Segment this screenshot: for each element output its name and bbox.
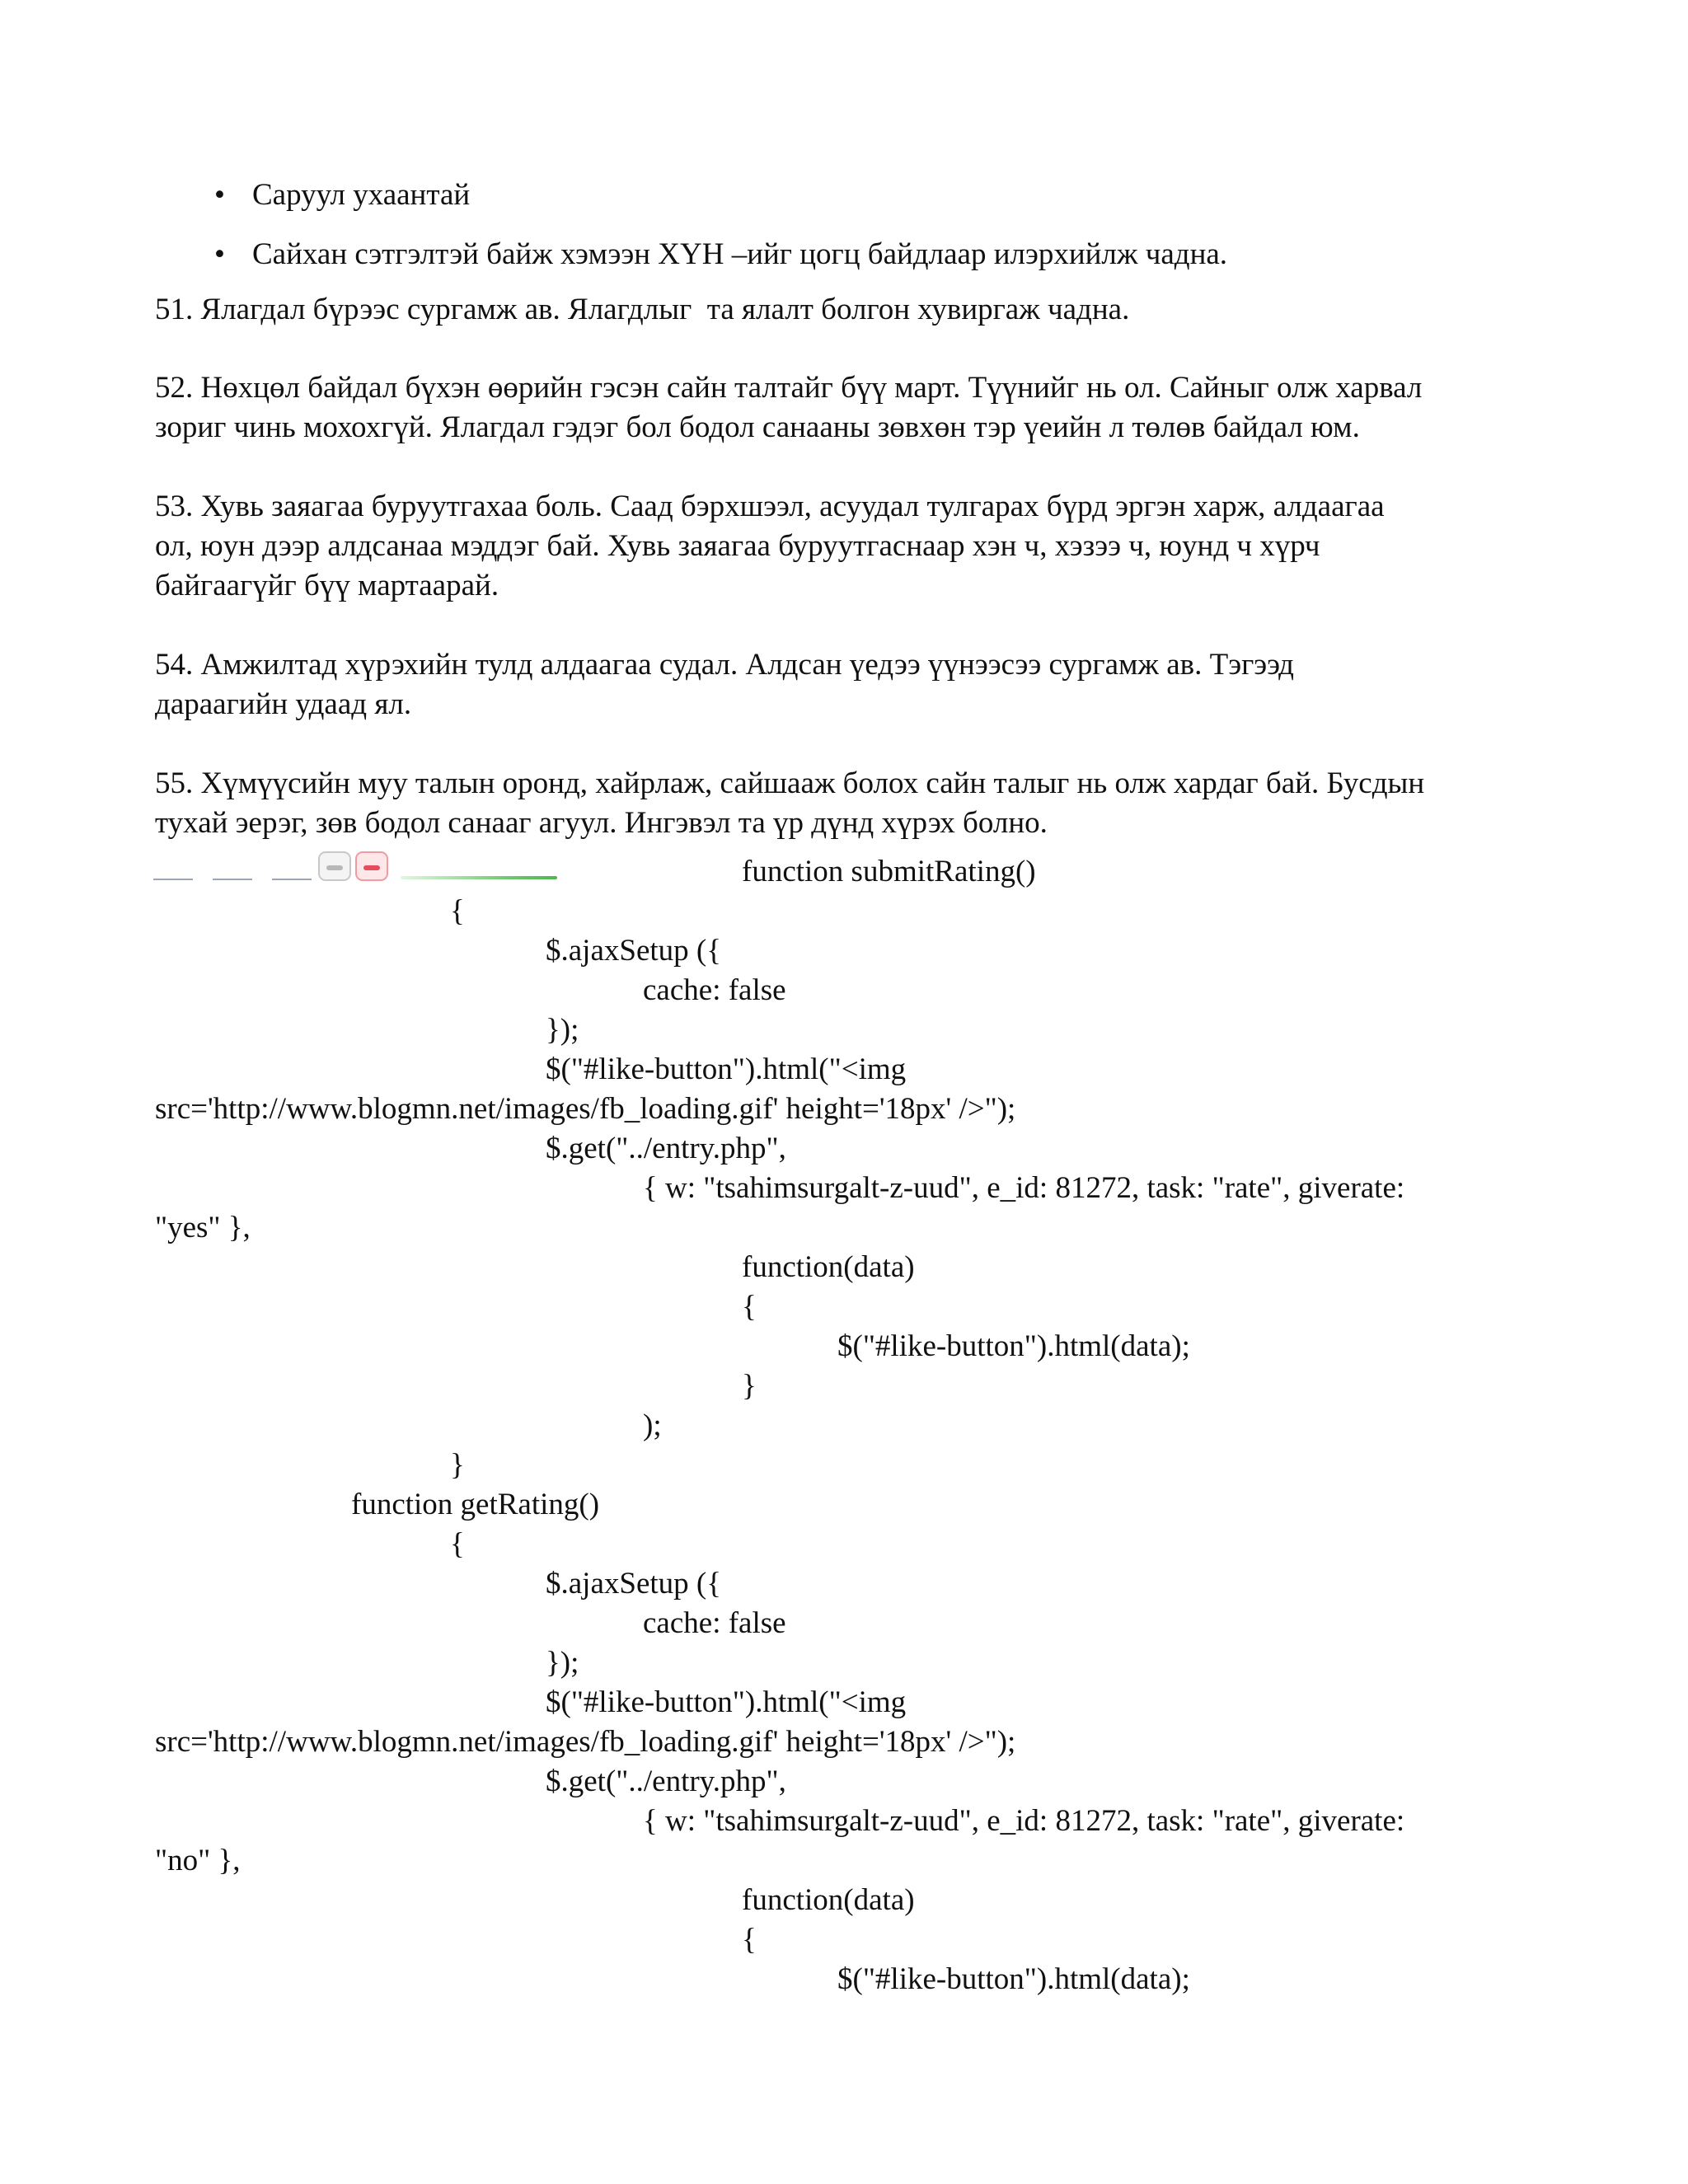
bullet-marker: •	[214, 178, 225, 212]
paragraph-53-line: ол, юун дээр алдсанаа мэддэг бай. Хувь заяагаа буруутгаснаар хэн ч, хэзээ ч, юунд ч хүрч	[155, 529, 1320, 563]
code-line: { w: "tsahimsurgalt-z-uud", e_id: 81272, task: "rate", giverate:	[643, 1171, 1405, 1205]
code-line: });	[546, 1646, 579, 1680]
code-line: $.ajaxSetup ({	[546, 1567, 721, 1601]
code-line: function getRating()	[351, 1488, 600, 1521]
rating-widget-remnant	[153, 851, 565, 888]
code-line: "no" },	[155, 1844, 241, 1877]
code-line: function(data)	[742, 1883, 915, 1917]
paragraph-54-line: дараагийн удаад ял.	[155, 687, 412, 721]
paragraph-54-line: 54. Амжилтад хүрэхийн тулд алдаагаа судал. Алдсан үедээ үүнээсээ сургамж ав. Тэгээд	[155, 648, 1294, 682]
paragraph-55-line: 55. Хүмүүсийн муу талын оронд, хайрлаж, сайшааж болох сайн талыг нь олж хардаг бай. Бусдын	[155, 766, 1425, 800]
code-line: src='http://www.blogmn.net/images/fb_loading.gif' height='18px' />");	[155, 1092, 1016, 1126]
paragraph-55-line: тухай эерэг, зөв бодол санааг агуул. Ингэвэл та үр дүнд хүрэх болно.	[155, 806, 1048, 840]
dash-mark	[213, 879, 252, 880]
paragraph-53-line: 53. Хувь заяагаа буруутгахаа боль. Саад бэрхшээл, асуудал тулгарах бүрд эргэн харж, алдаагаа	[155, 490, 1385, 523]
code-line: );	[643, 1408, 662, 1442]
code-line: $.ajaxSetup ({	[546, 934, 721, 968]
code-line: {	[742, 1923, 757, 1957]
remove-icon[interactable]	[355, 851, 388, 881]
code-line: {	[450, 1527, 465, 1561]
code-line: $("#like-button").html(data);	[837, 1329, 1190, 1363]
code-line: src='http://www.blogmn.net/images/fb_loading.gif' height='18px' />");	[155, 1725, 1016, 1759]
code-line: function(data)	[742, 1250, 915, 1284]
paragraph-52-line: 52. Нөхцөл байдал бүхэн өөрийн гэсэн сайн талтайг бүү март. Түүнийг нь ол. Сайныг олж харвал	[155, 371, 1423, 405]
bullet-item: Саруул ухаантай	[252, 178, 471, 212]
code-line: "yes" },	[155, 1211, 251, 1244]
code-line: cache: false	[643, 973, 786, 1007]
green-underline	[401, 876, 557, 879]
code-line: {	[742, 1290, 757, 1324]
paragraph-52-line: зориг чинь мохохгүй. Ялагдал гэдэг бол бодол санааны зөвхөн тэр үеийн л төлөв байдал юм.	[155, 410, 1360, 444]
paragraph-53-line: байгаагүйг бүү мартаарай.	[155, 569, 499, 602]
code-line: {	[450, 894, 465, 928]
code-line: }	[450, 1448, 465, 1482]
paragraph-51-line: 51. Ялагдал бүрээс сургамж ав. Ялагдлыг та ялалт болгон хувиргаж чадна.	[155, 293, 1130, 326]
code-line: }	[742, 1369, 757, 1403]
code-line: $("#like-button").html("<img	[546, 1052, 907, 1086]
minus-icon[interactable]	[318, 851, 351, 881]
code-line: $.get("../entry.php",	[546, 1132, 786, 1165]
bullet-marker: •	[214, 237, 225, 271]
code-line: { w: "tsahimsurgalt-z-uud", e_id: 81272, task: "rate", giverate:	[643, 1804, 1405, 1838]
code-line: });	[546, 1013, 579, 1047]
code-line: cache: false	[643, 1606, 786, 1640]
code-line: $.get("../entry.php",	[546, 1765, 786, 1798]
code-line: $("#like-button").html(data);	[837, 1962, 1190, 1996]
dash-mark	[272, 879, 312, 880]
code-line: function submitRating()	[742, 855, 1036, 888]
dash-mark	[153, 879, 193, 880]
code-line: $("#like-button").html("<img	[546, 1685, 907, 1719]
bullet-item: Сайхан сэтгэлтэй байж хэмээн ХҮН –ийг цогц байдлаар илэрхийлж чадна.	[252, 237, 1228, 271]
